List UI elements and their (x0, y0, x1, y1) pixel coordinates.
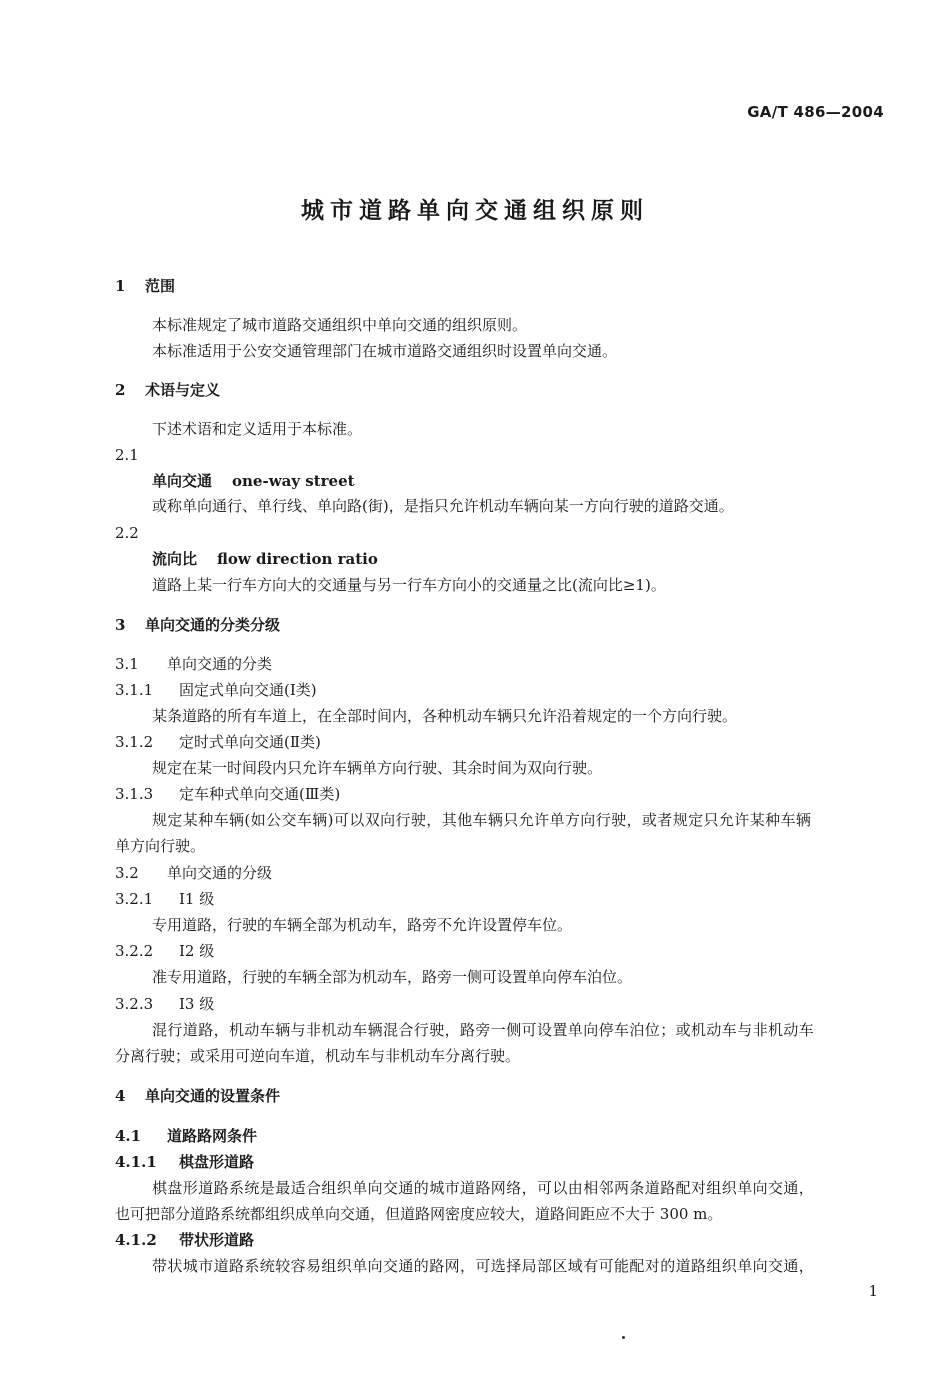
term-entry (152, 471, 355, 491)
paragraph-continuation: 单方向行驶。 (115, 837, 206, 855)
scan-speck (622, 1336, 625, 1339)
clause-number: 3.2.1 (115, 890, 154, 908)
definition: 或称单向通行、单行线、单向路(街)，是指只允许机动车辆向某一方向行驶的道路交通。 (152, 497, 734, 515)
section-1-heading (115, 276, 175, 296)
section-4-heading (115, 1086, 280, 1106)
clause-number: 3.2.3 (115, 995, 154, 1013)
paragraph: 专用道路，行驶的车辆全部为机动车，路旁不允许设置停车位。 (152, 916, 573, 934)
clause-title: Ⅰ3 级 (179, 995, 215, 1013)
paragraph-continuation: 分离行驶；或采用可逆向车道，机动车与非机动车分离行驶。 (115, 1047, 521, 1065)
clause-number: 3.1 (115, 655, 139, 673)
clause-heading (115, 732, 321, 752)
clause-heading (115, 1126, 257, 1146)
paragraph: 棋盘形道路系统是最适合组织单向交通的城市道路网络，可以由相邻两条道路配对组织单向交通， (152, 1179, 815, 1197)
clause-heading (115, 680, 317, 700)
clause-title: 单向交通的分类 (167, 655, 273, 673)
clause-number: 3.1.2 (115, 733, 154, 751)
clause-number: 2.1 (115, 446, 139, 464)
clause-heading (115, 941, 214, 961)
clause-title: Ⅰ1 级 (179, 890, 215, 908)
term-en: one-way street (232, 472, 355, 490)
paragraph: 下述术语和定义适用于本标准。 (152, 420, 363, 438)
paragraph: 本标准适用于公安交通管理部门在城市道路交通组织时设置单向交通。 (152, 342, 618, 360)
clause-title: Ⅰ2 级 (179, 942, 215, 960)
clause-number: 3.2.2 (115, 942, 154, 960)
paragraph: 某条道路的所有车道上，在全部时间内，各种机动车辆只允许沿着规定的一个方向行驶。 (152, 707, 738, 725)
document-title: 城市道路单向交通组织原则 (301, 198, 649, 224)
clause-heading (115, 1152, 254, 1172)
standard-code: GA/T 486—2004 (747, 103, 884, 121)
clause-heading (115, 784, 340, 804)
term-en: flow direction ratio (217, 550, 378, 568)
clause-heading (115, 994, 214, 1014)
clause-heading (115, 1230, 254, 1250)
clause-title: 带状形道路 (179, 1231, 255, 1249)
clause-heading (115, 654, 272, 674)
clause-title: 道路路网条件 (167, 1127, 258, 1145)
page-number: 1 (868, 1282, 878, 1300)
clause-number: 2.2 (115, 524, 139, 542)
term-entry (152, 549, 378, 569)
section-number: 2 (115, 381, 126, 399)
definition: 道路上某一行车方向大的交通量与另一行车方向小的交通量之比(流向比≥1)。 (152, 576, 666, 594)
section-number: 1 (115, 277, 126, 295)
section-number: 3 (115, 616, 126, 634)
clause-title: 棋盘形道路 (179, 1153, 255, 1171)
paragraph: 规定某种车辆(如公交车辆)可以双向行驶，其他车辆只允许单方向行驶，或者规定只允许某种车辆 (152, 811, 812, 829)
section-title: 范围 (145, 277, 176, 295)
section-title: 单向交通的设置条件 (145, 1087, 281, 1105)
section-title: 术语与定义 (145, 381, 221, 399)
clause-heading (115, 863, 272, 883)
paragraph: 本标准规定了城市道路交通组织中单向交通的组织原则。 (152, 316, 528, 334)
section-number: 4 (115, 1087, 126, 1105)
clause-number: 3.2 (115, 864, 139, 882)
clause-title: 单向交通的分级 (167, 864, 273, 882)
clause-number: 4.1 (115, 1127, 142, 1145)
term-zh: 单向交通 (152, 472, 213, 490)
clause-number: 3.1.3 (115, 785, 154, 803)
paragraph: 规定在某一时间段内只允许车辆单方向行驶、其余时间为双向行驶。 (152, 759, 603, 777)
clause-number: 4.1.1 (115, 1153, 157, 1171)
paragraph-continuation: 也可把部分道路系统都组织成单向交通，但道路网密度应较大，道路间距应不大于 300 m。 (115, 1205, 723, 1223)
clause-title: 定时式单向交通(Ⅱ类) (179, 733, 321, 751)
clause-title: 定车种式单向交通(Ⅲ类) (179, 785, 341, 803)
clause-heading (115, 889, 214, 909)
section-2-heading (115, 380, 220, 400)
clause-number: 4.1.2 (115, 1231, 157, 1249)
paragraph: 准专用道路，行驶的车辆全部为机动车，路旁一侧可设置单向停车泊位。 (152, 968, 633, 986)
clause-title: 固定式单向交通(Ⅰ类) (179, 681, 317, 699)
term-zh: 流向比 (152, 550, 198, 568)
section-3-heading (115, 615, 280, 635)
section-title: 单向交通的分类分级 (145, 616, 281, 634)
paragraph: 混行道路，机动车辆与非机动车辆混合行驶，路旁一侧可设置单向停车泊位；或机动车与非机动车 (152, 1021, 815, 1039)
paragraph: 带状城市道路系统较容易组织单向交通的路网，可选择局部区域有可能配对的道路组织单向交通， (152, 1257, 815, 1275)
clause-number: 3.1.1 (115, 681, 154, 699)
